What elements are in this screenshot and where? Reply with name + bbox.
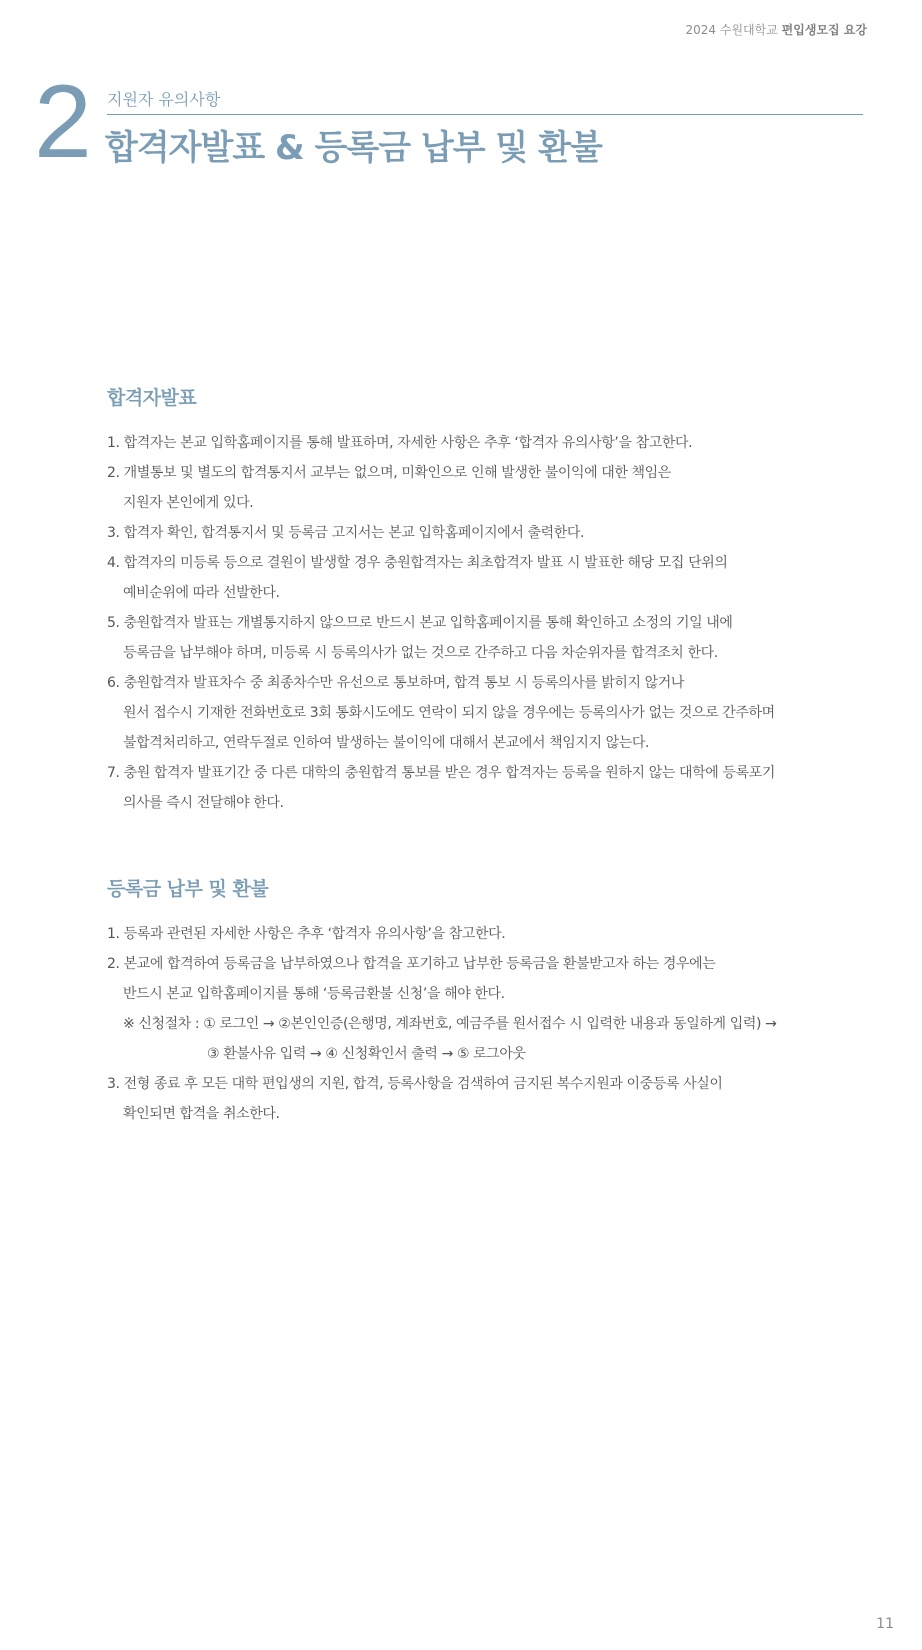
list-item: 1. 합격자는 본교 입학홈페이지를 통해 발표하며, 자세한 사항은 추후 ‘합격자 유의사항’을 참고한다. [107,435,693,451]
list-item: 7. 충원 합격자 발표기간 중 다른 대학의 충원합격 통보를 받은 경우 합격자는 등록을 원하지 않는 대학에 등록포기 [107,765,775,781]
chapter-subtitle: 지원자 유의사항 [107,90,221,109]
procedure-note: ※ 신청절차 : ① 로그인 → ②본인인증(은행명, 계좌번호, 예금주를 원서접수 시 입력한 내용과 동일하게 입력) → [123,1016,777,1032]
section-heading-tuition: 등록금 납부 및 환불 [107,878,269,900]
list-item-continuation: 불합격처리하고, 연락두절로 인하여 발생하는 불이익에 대해서 본교에서 책임지지 않는다. [123,735,650,751]
list-item: 2. 본교에 합격하여 등록금을 납부하였으나 합격을 포기하고 납부한 등록금을 환불받고자 하는 경우에는 [107,956,716,972]
list-item: 3. 전형 종료 후 모든 대학 편입생의 지원, 합격, 등록사항을 검색하여 금지된 복수지원과 이중등록 사실이 [107,1076,723,1092]
list-item-continuation: 지원자 본인에게 있다. [123,495,254,511]
chapter-title: 합격자발표 & 등록금 납부 및 환불 [105,128,602,168]
running-header [686,21,868,38]
list-item-continuation: 등록금을 납부해야 하며, 미등록 시 등록의사가 없는 것으로 간주하고 다음 차순위자를 합격조치 한다. [123,645,718,661]
list-item-continuation: 반드시 본교 입학홈페이지를 통해 ‘등록금환불 신청’을 해야 한다. [123,986,505,1002]
header-guide-title: 편입생모집 요강 [781,23,867,37]
list-item-continuation: 의사를 즉시 전달해야 한다. [123,795,284,811]
header-university: 수원대학교 [719,23,778,37]
section-heading-announcement: 합격자발표 [107,387,197,409]
chapter-divider [107,114,863,115]
list-item-continuation: 원서 접수시 기재한 전화번호로 3회 통화시도에도 연락이 되지 않을 경우에는 등록의사가 없는 것으로 간주하며 [123,705,775,721]
section-tuition [107,874,867,1129]
header-year: 2024 [685,23,717,37]
section-announcement [107,383,867,818]
page-number: 11 [876,1616,894,1632]
list-item: 1. 등록과 관련된 자세한 사항은 추후 ‘합격자 유의사항’을 참고한다. [107,926,506,942]
list-item: 4. 합격자의 미등록 등으로 결원이 발생할 경우 충원합격자는 최초합격자 발표 시 발표한 해당 모집 단위의 [107,555,728,571]
procedure-note-continuation: ③ 환불사유 입력 → ④ 신청확인서 출력 → ⑤ 로그아웃 [207,1046,526,1062]
list-item-continuation: 확인되면 합격을 취소한다. [123,1106,280,1122]
list-item: 3. 합격자 확인, 합격통지서 및 등록금 고지서는 본교 입학홈페이지에서 출력한다. [107,525,585,541]
list-item: 2. 개별통보 및 별도의 합격통지서 교부는 없으며, 미확인으로 인해 발생한 불이익에 대한 책임은 [107,465,671,481]
chapter-number: 2 [34,64,92,180]
list-item: 6. 충원합격자 발표차수 중 최종차수만 유선으로 통보하며, 합격 통보 시 등록의사를 밝히지 않거나 [107,675,685,691]
list-item: 5. 충원합격자 발표는 개별통지하지 않으므로 반드시 본교 입학홈페이지를 통해 확인하고 소정의 기일 내에 [107,615,733,631]
list-item-continuation: 예비순위에 따라 선발한다. [123,585,280,601]
